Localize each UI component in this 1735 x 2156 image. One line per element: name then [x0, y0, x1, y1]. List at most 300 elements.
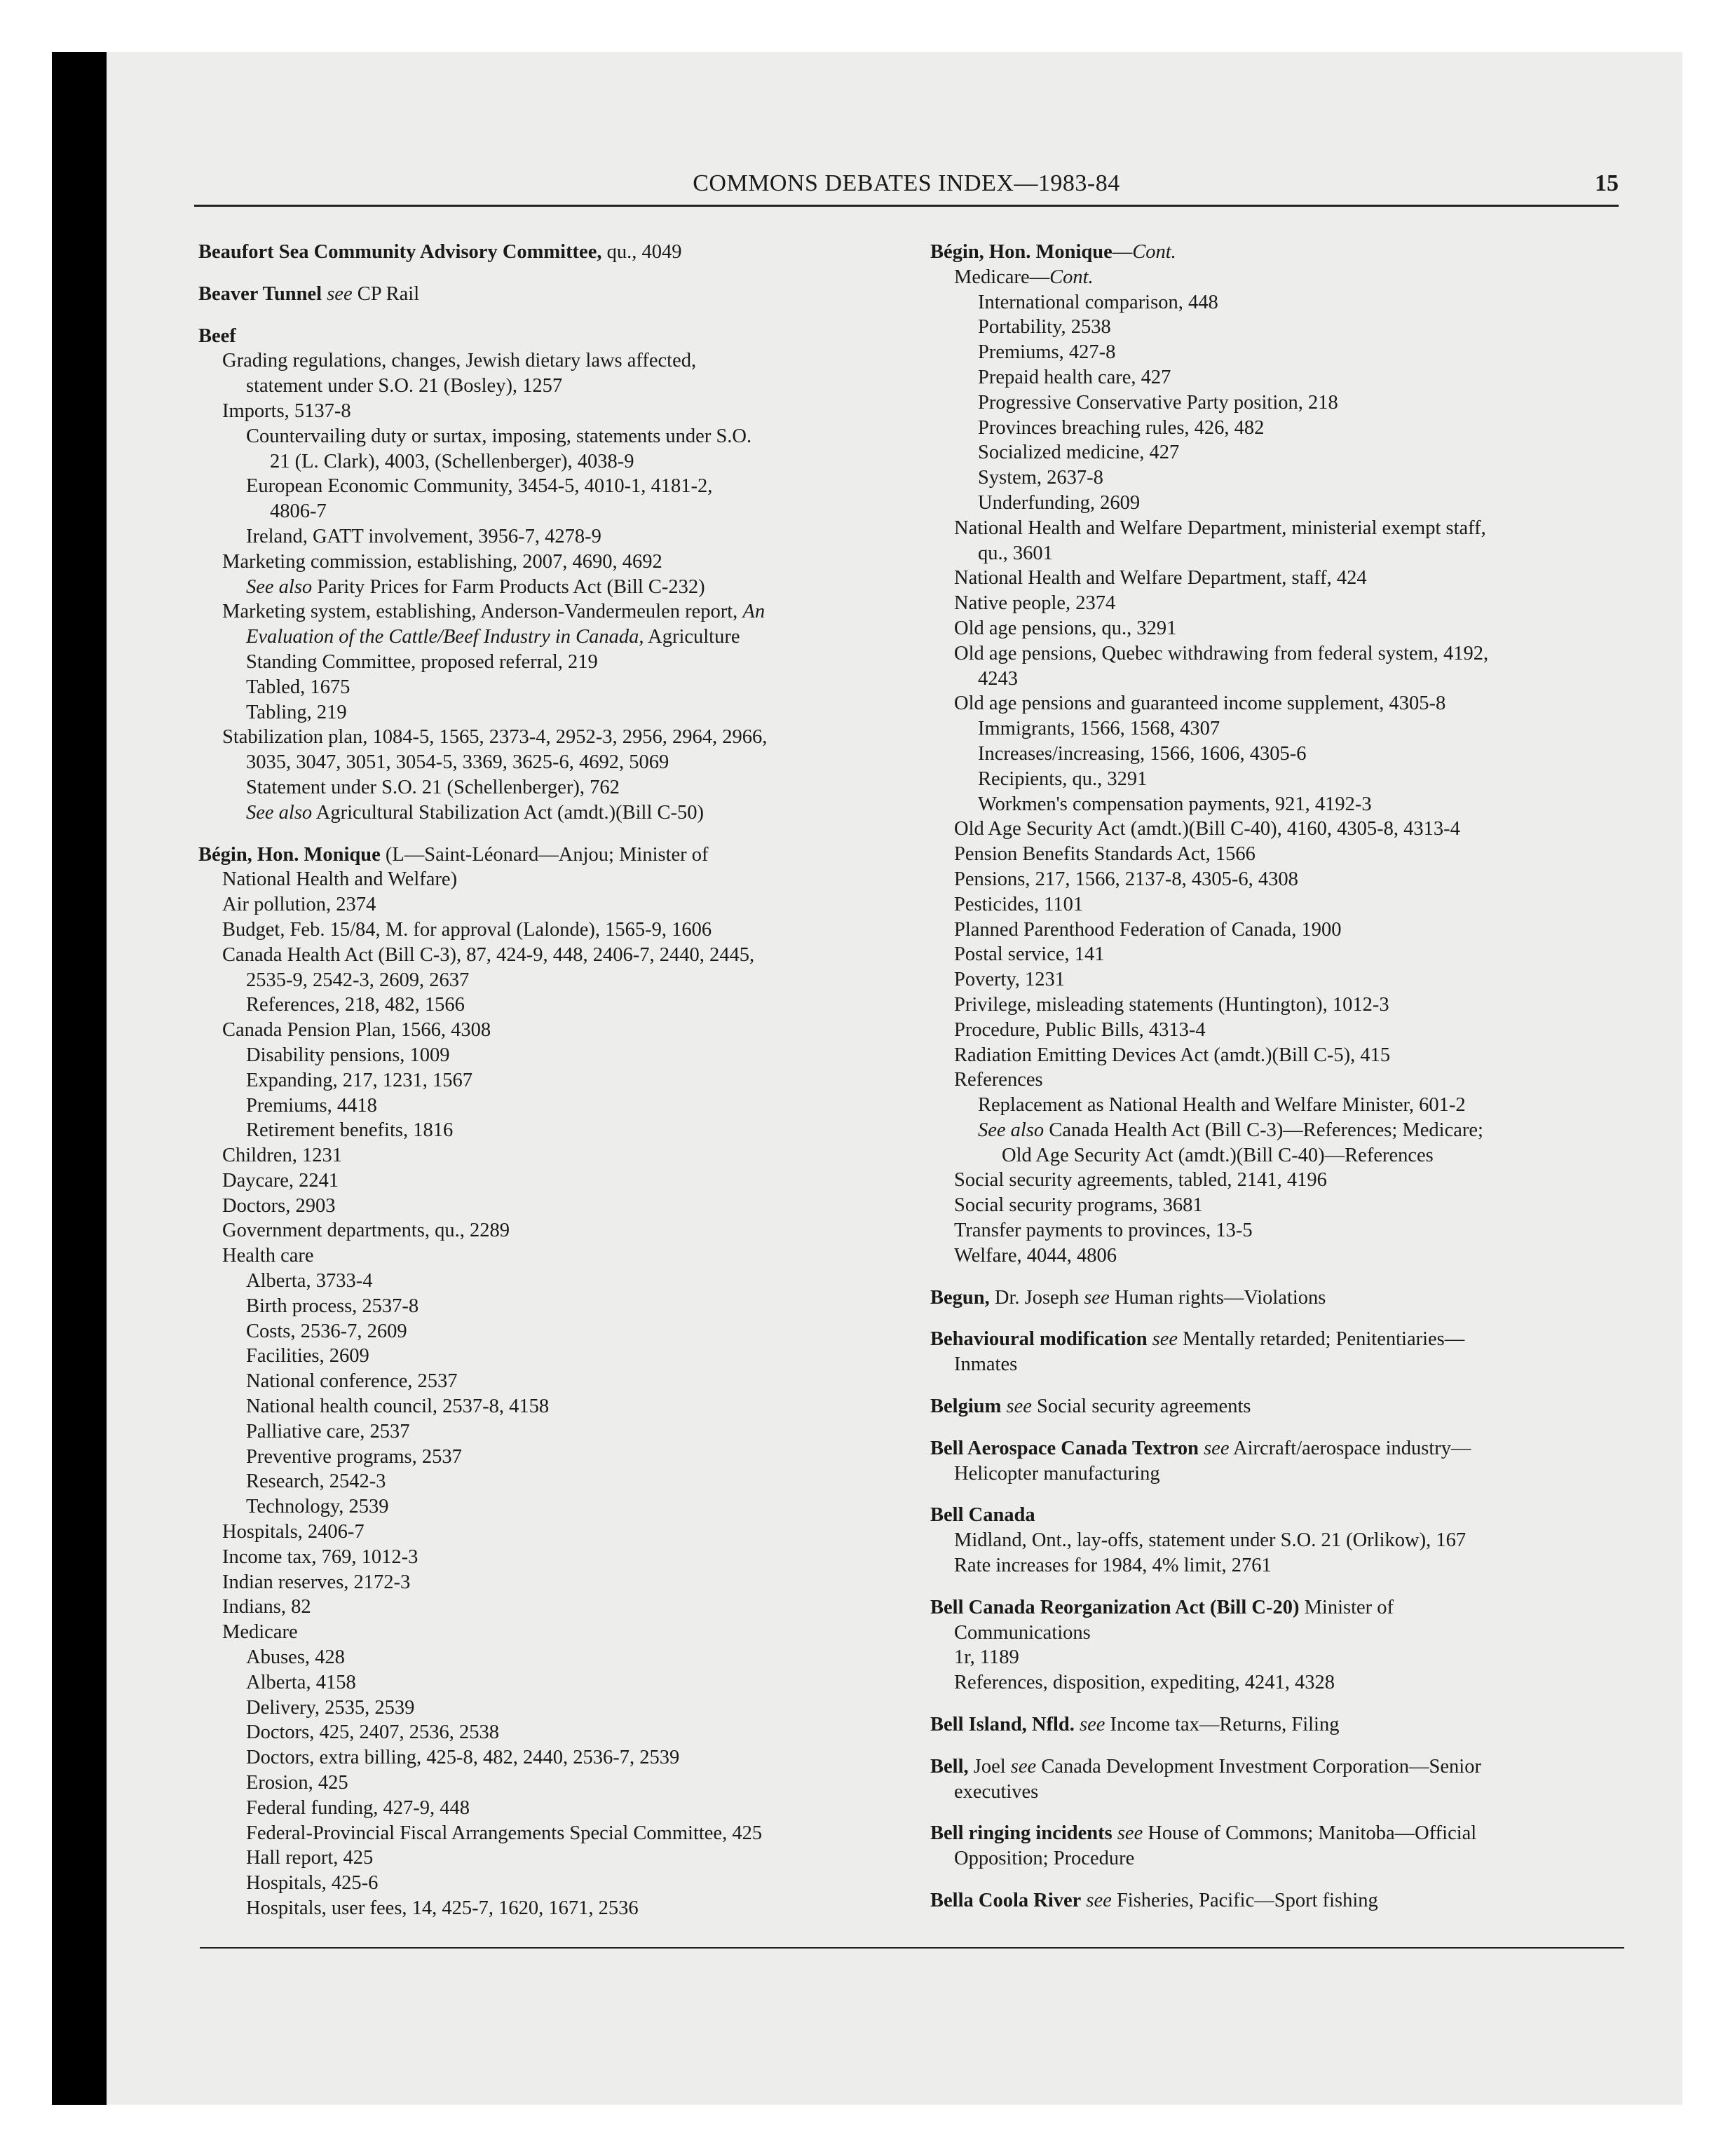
entry-text: Alberta, 3733-4: [246, 1270, 373, 1292]
index-subentry-line: [930, 1093, 1631, 1118]
entry-text: Aircraft/aerospace industry—: [1229, 1437, 1471, 1459]
entry-heading: Behavioural modification: [930, 1328, 1148, 1351]
index-entry: [930, 1285, 1631, 1311]
entry-text: Preventive programs, 2537: [246, 1445, 462, 1468]
entry-text: Old age pensions, qu., 3291: [954, 617, 1177, 639]
entry-text: Poverty, 1231: [954, 969, 1066, 991]
entry-text: Hospitals, 425-6: [246, 1872, 379, 1895]
index-subentry-line: [930, 465, 1631, 491]
index-subentry-line: [198, 524, 913, 550]
index-entry: [930, 1327, 1631, 1377]
entry-text: Progressive Conservative Party position, 218: [978, 391, 1338, 414]
index-subentry-line: [930, 440, 1631, 465]
entry-heading: Bell Canada: [930, 1504, 1035, 1527]
page-number: 15: [1595, 170, 1619, 196]
index-heading-line: [930, 1503, 1631, 1528]
entry-text: Erosion, 425: [246, 1772, 348, 1794]
index-subentry-line: [198, 800, 913, 826]
entry-italic-text: See also: [246, 575, 313, 598]
index-subentry-line: [930, 867, 1631, 892]
index-subentry-line: [930, 541, 1631, 566]
entry-text: Alberta, 4158: [246, 1671, 356, 1693]
entry-italic-text: Cont.: [1132, 241, 1176, 263]
index-subentry-line: [930, 1846, 1631, 1871]
index-subentry-line: [198, 625, 913, 650]
entry-italic-text: See also: [246, 801, 313, 824]
index-subentry-line: [198, 867, 913, 892]
index-subentry-line: [198, 1093, 913, 1119]
index-subentry-line: [930, 1461, 1631, 1487]
entry-text: Human rights—Violations: [1109, 1286, 1326, 1309]
entry-text: 4806-7: [270, 500, 327, 523]
entry-text: Marketing system, establishing, Anderson-Vandermeulen report,: [222, 601, 743, 623]
entry-text: statement under S.O. 21 (Bosley), 1257: [246, 375, 563, 397]
entry-text: Disability pensions, 1009: [246, 1044, 450, 1066]
entry-text: National health council, 2537-8, 4158: [246, 1396, 550, 1418]
index-subentry-line: [930, 1118, 1631, 1143]
entry-italic-text: see: [1204, 1437, 1230, 1459]
entry-heading: Belgium: [930, 1396, 1002, 1418]
index-subentry-line: [930, 967, 1631, 992]
entry-text: Midland, Ont., lay-offs, statement under S.O. 21 (Orlikow), 167: [954, 1529, 1467, 1552]
entry-text: Privilege, misleading statements (Huntington), 1012-3: [954, 993, 1389, 1016]
index-subentry-line: [930, 1645, 1631, 1670]
entry-text: Tabled, 1675: [246, 676, 351, 698]
entry-text: Indians, 82: [222, 1596, 311, 1618]
entry-text: executives: [954, 1780, 1039, 1803]
entry-italic-text: See also: [978, 1119, 1045, 1141]
index-subentry-line: [930, 416, 1631, 441]
index-entry: [198, 842, 913, 1921]
entry-text: Increases/increasing, 1566, 1606, 4305-6: [978, 742, 1307, 765]
entry-italic-text: see: [1006, 1396, 1032, 1418]
entry-italic-text: Evaluation of the Cattle/Beef Industry in Canada,: [246, 626, 644, 648]
entry-text: Expanding, 217, 1231, 1567: [246, 1069, 472, 1091]
index-subentry-line: [930, 1218, 1631, 1243]
entry-text: Dr. Joseph: [989, 1286, 1084, 1309]
index-subentry-line: [198, 725, 913, 750]
index-subentry-line: [198, 1796, 913, 1821]
index-subentry-line: [198, 424, 913, 449]
index-subentry-line: [930, 667, 1631, 692]
entry-heading: Beaufort Sea Community Advisory Committee,: [198, 241, 602, 263]
entry-text: National conference, 2537: [246, 1370, 458, 1393]
entry-text: Medicare—: [954, 266, 1050, 288]
entry-text: Federal-Provincial Fiscal Arrangements Special Committee, 425: [246, 1822, 763, 1844]
index-subentry-line: [198, 1018, 913, 1043]
index-subentry-line: [930, 290, 1631, 315]
entry-text: Doctors, 2903: [222, 1194, 336, 1217]
entry-text: Social security agreements, tabled, 2141, 4196: [954, 1169, 1327, 1192]
index-heading-line: [930, 1285, 1631, 1311]
entry-italic-text: An: [742, 601, 766, 623]
entry-italic-text: see: [1084, 1286, 1110, 1309]
entry-text: Children, 1231: [222, 1145, 342, 1167]
index-subentry-line: [198, 943, 913, 968]
entry-text: Radiation Emitting Devices Act (amdt.)(Bill C-5), 415: [954, 1044, 1391, 1066]
index-subentry-line: [930, 616, 1631, 641]
index-subentry-line: [198, 1620, 913, 1645]
index-subentry-line: [198, 650, 913, 675]
index-subentry-line: [198, 550, 913, 575]
index-subentry-line: [198, 474, 913, 499]
page-title: COMMONS DEBATES INDEX—1983-84: [693, 170, 1120, 196]
entry-text: House of Commons; Manitoba—Official: [1143, 1822, 1477, 1845]
index-subentry-line: [930, 716, 1631, 742]
entry-text: Facilities, 2609: [246, 1345, 369, 1367]
entry-heading: Bell Island, Nfld.: [930, 1714, 1075, 1736]
index-subentry-line: [198, 775, 913, 800]
entry-italic-text: see: [1152, 1328, 1178, 1351]
index-subentry-line: [198, 1168, 913, 1194]
entry-text: Joel: [968, 1755, 1011, 1778]
index-subentry-line: [198, 1118, 913, 1143]
entry-text: Postal service, 141: [954, 943, 1105, 966]
entry-text: International comparison, 448: [978, 291, 1218, 313]
entry-text: Helicopter manufacturing: [954, 1462, 1160, 1485]
index-entry: [930, 1503, 1631, 1578]
index-subentry-line: [930, 1670, 1631, 1696]
index-subentry-line: [930, 566, 1631, 591]
entry-text: Native people, 2374: [954, 592, 1116, 615]
index-subentry-line: [930, 1043, 1631, 1068]
entry-text: 1r, 1189: [954, 1646, 1019, 1669]
entry-heading: Beef: [198, 325, 236, 347]
index-subentry-line: [930, 1168, 1631, 1193]
index-subentry-line: [198, 374, 913, 399]
index-subentry-line: [198, 575, 913, 600]
index-heading-line: [930, 1712, 1631, 1738]
index-subentry-line: [930, 817, 1631, 842]
entry-text: Statement under S.O. 21 (Schellenberger), 762: [246, 776, 620, 798]
entry-text: Socialized medicine, 427: [978, 442, 1180, 464]
index-column-left: [198, 240, 913, 1921]
entry-text: References, disposition, expediting, 4241, 4328: [954, 1672, 1335, 1694]
index-subentry-line: [930, 1621, 1631, 1646]
index-subentry-line: [198, 1469, 913, 1494]
entry-text: Canada Pension Plan, 1566, 4308: [222, 1019, 491, 1042]
index-subentry-line: [930, 842, 1631, 867]
index-subentry-line: [198, 1720, 913, 1745]
index-subentry-line: [198, 1595, 913, 1620]
entry-text: Recipients, qu., 3291: [978, 767, 1148, 790]
entry-text: Ireland, GATT involvement, 3956-7, 4278-9: [246, 525, 601, 547]
entry-italic-text: see: [1080, 1714, 1105, 1736]
entry-heading: Bell Canada Reorganization Act (Bill C-20): [930, 1596, 1300, 1618]
entry-text: Costs, 2536-7, 2609: [246, 1320, 407, 1342]
page-header: [194, 168, 1619, 207]
entry-text: Retirement benefits, 1816: [246, 1119, 454, 1142]
index-subentry-line: [198, 675, 913, 700]
entry-heading: Bell ringing incidents: [930, 1822, 1113, 1845]
index-subentry-line: [930, 365, 1631, 390]
entry-text: Technology, 2539: [246, 1496, 389, 1518]
index-subentry-line: [198, 1294, 913, 1319]
index-entry: [198, 240, 913, 265]
index-subentry-line: [930, 792, 1631, 817]
entry-text: Communications: [954, 1621, 1091, 1644]
index-subentry-line: [198, 1194, 913, 1219]
entry-text: System, 2637-8: [978, 467, 1103, 489]
index-subentry-line: [930, 992, 1631, 1018]
entry-text: Income tax—Returns, Filing: [1105, 1714, 1340, 1736]
index-heading-line: [930, 1394, 1631, 1419]
index-subentry-line: [930, 691, 1631, 716]
entry-text: Mentally retarded; Penitentiaries—: [1178, 1328, 1465, 1351]
entry-text: Grading regulations, changes, Jewish dietary laws affected,: [222, 350, 697, 372]
index-entry: [930, 1754, 1631, 1805]
index-subentry-line: [198, 1043, 913, 1068]
entry-text: Agriculture: [644, 626, 740, 648]
entry-text: 21 (L. Clark), 4003, (Schellenberger), 4038-9: [270, 450, 634, 472]
entry-text: Old Age Security Act (amdt.)(Bill C-40)—References: [1002, 1144, 1434, 1166]
entry-text: Replacement as National Health and Welfare Minister, 601-2: [978, 1094, 1466, 1117]
entry-text: Standing Committee, proposed referral, 219: [246, 650, 598, 673]
entry-text: Social security programs, 3681: [954, 1194, 1203, 1217]
entry-text: Planned Parenthood Federation of Canada, 1900: [954, 918, 1342, 941]
entry-text: Transfer payments to provinces, 13-5: [954, 1220, 1253, 1242]
index-subentry-line: [198, 1670, 913, 1696]
index-subentry-line: [930, 390, 1631, 416]
index-subentry-line: [930, 892, 1631, 917]
entry-text: Research, 2542-3: [246, 1471, 386, 1493]
index-subentry-line: [930, 1780, 1631, 1805]
entry-text: European Economic Community, 3454-5, 4010-1, 4181-2,: [246, 475, 713, 498]
index-heading-line: [930, 1821, 1631, 1846]
index-subentry-line: [930, 1193, 1631, 1218]
entry-text: Minister of: [1299, 1596, 1394, 1618]
entry-text: Social security agreements: [1031, 1396, 1251, 1418]
entry-text: Immigrants, 1566, 1568, 4307: [978, 718, 1220, 740]
index-entry: [930, 1436, 1631, 1487]
index-entry: [930, 1394, 1631, 1419]
entry-text: Health care: [222, 1245, 314, 1267]
index-subentry-line: [198, 599, 913, 625]
entry-text: [1113, 1822, 1117, 1844]
entry-text: qu., 3601: [978, 542, 1053, 564]
entry-text: Income tax, 769, 1012-3: [222, 1546, 419, 1568]
entry-text: Workmen's compensation payments, 921, 4192-3: [978, 793, 1372, 815]
entry-text: Doctors, extra billing, 425-8, 482, 2440, 2536-7, 2539: [246, 1747, 680, 1769]
entry-text: Underfunding, 2609: [978, 491, 1141, 514]
index-subentry-line: [198, 1344, 913, 1369]
entry-text: Canada Health Act (Bill C-3), 87, 424-9, 448, 2406-7, 2440, 2445,: [222, 943, 755, 966]
entry-text: qu., 4049: [601, 241, 682, 263]
index-subentry-line: [930, 1018, 1631, 1043]
entry-italic-text: see: [1117, 1822, 1143, 1845]
index-subentry-line: [930, 1143, 1631, 1168]
index-entry: [930, 1595, 1631, 1696]
index-subentry-line: [930, 1553, 1631, 1578]
entry-heading: Bell Aerospace Canada Textron: [930, 1437, 1199, 1459]
entry-text: Old Age Security Act (amdt.)(Bill C-40), 4160, 4305-8, 4313-4: [954, 818, 1460, 840]
index-subentry-line: [930, 641, 1631, 667]
entry-text: Abuses, 428: [246, 1646, 345, 1669]
entry-text: Inmates: [954, 1353, 1018, 1376]
entry-text: Delivery, 2535, 2539: [246, 1696, 415, 1719]
entry-text: National Health and Welfare Department, ministerial exempt staff,: [954, 517, 1486, 539]
index-subentry-line: [930, 917, 1631, 943]
entry-text: Marketing commission, establishing, 2007, 4690, 4692: [222, 550, 662, 573]
entry-italic-text: see: [1010, 1755, 1037, 1778]
index-heading-line: [930, 240, 1631, 265]
index-subentry-line: [930, 315, 1631, 340]
index-subentry-line: [930, 767, 1631, 792]
entry-text: Indian reserves, 2172-3: [222, 1571, 411, 1593]
index-subentry-line: [198, 1445, 913, 1470]
entry-text: Imports, 5137-8: [222, 400, 351, 422]
index-subentry-line: [198, 1394, 913, 1419]
entry-text: Tabling, 219: [246, 701, 347, 723]
index-subentry-line: [198, 1871, 913, 1896]
entry-text: Agricultural Stabilization Act (amdt.)(Bill C-50): [312, 801, 704, 824]
entry-text: Canada Development Investment Corporation—Senior: [1036, 1755, 1481, 1778]
entry-text: Pensions, 217, 1566, 2137-8, 4305-6, 4308: [954, 868, 1298, 890]
entry-italic-text: see: [1086, 1890, 1112, 1912]
index-subentry-line: [198, 1645, 913, 1670]
entry-text: Old age pensions and guaranteed income supplement, 4305-8: [954, 692, 1446, 715]
index-subentry-line: [198, 1520, 913, 1545]
entry-text: [1199, 1438, 1204, 1459]
entry-text: Hospitals, 2406-7: [222, 1521, 365, 1543]
entry-heading: Bella Coola River: [930, 1890, 1082, 1912]
index-heading-line: [198, 240, 913, 265]
entry-text: Hall report, 425: [246, 1847, 374, 1869]
entry-text: 2535-9, 2542-3, 2609, 2637: [246, 969, 470, 991]
index-heading-line: [198, 324, 913, 349]
index-subentry-line: [198, 449, 913, 475]
entry-text: References, 218, 482, 1566: [246, 994, 465, 1016]
index-subentry-line: [198, 992, 913, 1018]
scan-binding-edge: [52, 52, 107, 2105]
entry-heading: Beaver Tunnel: [198, 282, 322, 305]
index-subentry-line: [930, 516, 1631, 541]
entry-heading: Begun,: [930, 1286, 990, 1309]
index-heading-line: [930, 1888, 1631, 1913]
index-subentry-line: [198, 1143, 913, 1168]
index-entry: [198, 324, 913, 826]
index-subentry-line: [198, 1745, 913, 1770]
index-subentry-line: [198, 1494, 913, 1520]
entry-text: 3035, 3047, 3051, 3054-5, 3369, 3625-6, 4692, 5069: [246, 751, 669, 774]
entry-text: 4243: [978, 667, 1018, 690]
entry-text: Birth process, 2537-8: [246, 1295, 419, 1317]
entry-text: Parity Prices for Farm Products Act (Bill C-232): [312, 575, 705, 598]
entry-text: Fisheries, Pacific—Sport fishing: [1111, 1890, 1378, 1912]
index-subentry-line: [198, 1319, 913, 1344]
index-subentry-line: [198, 1845, 913, 1871]
index-subentry-line: [198, 1821, 913, 1846]
entry-italic-text: Cont.: [1049, 266, 1094, 288]
index-subentry-line: [930, 265, 1631, 290]
index-heading-line: [930, 1754, 1631, 1780]
index-subentry-line: [198, 399, 913, 424]
entry-text: Countervailing duty or surtax, imposing, statements under S.O.: [246, 425, 752, 447]
index-subentry-line: [930, 1352, 1631, 1377]
entry-text: Portability, 2538: [978, 316, 1111, 339]
entry-italic-text: see: [327, 282, 353, 305]
entry-text: Old age pensions, Quebec withdrawing from federal system, 4192,: [954, 642, 1489, 664]
index-entry: [930, 240, 1631, 1269]
entry-text: Stabilization plan, 1084-5, 1565, 2373-4, 2952-3, 2956, 2964, 2966,: [222, 726, 768, 749]
index-subentry-line: [198, 1896, 913, 1921]
index-heading-line: [198, 842, 913, 868]
entry-text: Doctors, 425, 2407, 2536, 2538: [246, 1721, 499, 1744]
entry-text: Palliative care, 2537: [246, 1420, 410, 1442]
entry-text: Hospitals, user fees, 14, 425-7, 1620, 1671, 2536: [246, 1897, 639, 1919]
entry-text: Federal funding, 427-9, 448: [246, 1796, 470, 1819]
entry-text: Prepaid health care, 427: [978, 366, 1171, 388]
index-subentry-line: [198, 1243, 913, 1269]
index-subentry-line: [198, 499, 913, 524]
entry-heading: Bell,: [930, 1755, 969, 1778]
index-heading-line: [198, 282, 913, 307]
index-subentry-line: [198, 1218, 913, 1243]
index-subentry-line: [930, 1067, 1631, 1093]
index-column-right: [930, 240, 1631, 1913]
index-subentry-line: [198, 1369, 913, 1394]
index-subentry-line: [198, 1068, 913, 1093]
entry-text: National Health and Welfare Department, staff, 424: [954, 567, 1367, 589]
index-entry: [930, 1821, 1631, 1871]
index-heading-line: [930, 1595, 1631, 1621]
index-heading-line: [930, 1327, 1631, 1352]
index-subentry-line: [198, 917, 913, 943]
entry-text: Air pollution, 2374: [222, 894, 376, 916]
entry-text: Procedure, Public Bills, 4313-4: [954, 1018, 1206, 1041]
index-heading-line: [930, 1436, 1631, 1461]
entry-text: Pesticides, 1101: [954, 893, 1084, 915]
index-subentry-line: [198, 1770, 913, 1796]
entry-text: Rate increases for 1984, 4% limit, 2761: [954, 1555, 1272, 1577]
entry-text: Premiums, 4418: [246, 1094, 377, 1117]
index-subentry-line: [198, 1570, 913, 1595]
entry-heading: Bégin, Hon. Monique: [198, 843, 381, 866]
entry-text: Premiums, 427-8: [978, 341, 1116, 364]
index-subentry-line: [930, 340, 1631, 365]
entry-heading: Bégin, Hon. Monique: [930, 241, 1113, 263]
entry-text: (L—Saint-Léonard—Anjou; Minister of: [380, 843, 709, 866]
entry-text: Medicare: [222, 1621, 298, 1644]
index-subentry-line: [198, 1545, 913, 1570]
index-entry: [198, 282, 913, 307]
index-subentry-line: [198, 1419, 913, 1445]
entry-text: Welfare, 4044, 4806: [954, 1244, 1117, 1267]
index-subentry-line: [930, 491, 1631, 516]
entry-text: [1075, 1714, 1080, 1735]
index-subentry-line: [930, 1243, 1631, 1269]
index-subentry-line: [198, 892, 913, 917]
index-subentry-line: [198, 1696, 913, 1721]
index-subentry-line: [930, 591, 1631, 616]
index-subentry-line: [930, 742, 1631, 767]
index-subentry-line: [198, 348, 913, 374]
index-subentry-line: [198, 1269, 913, 1294]
entry-text: Budget, Feb. 15/84, M. for approval (Lalonde), 1565-9, 1606: [222, 918, 712, 941]
entry-text: Opposition; Procedure: [954, 1848, 1135, 1870]
footer-rule: [200, 1947, 1624, 1949]
entry-text: National Health and Welfare): [222, 868, 458, 891]
entry-text: Daycare, 2241: [222, 1169, 339, 1192]
index-subentry-line: [930, 1528, 1631, 1553]
index-subentry-line: [198, 700, 913, 725]
index-subentry-line: [198, 968, 913, 993]
index-entry: [930, 1712, 1631, 1738]
entry-text: [1148, 1328, 1152, 1350]
entry-text: Provinces breaching rules, 426, 482: [978, 416, 1265, 439]
index-entry: [930, 1888, 1631, 1913]
entry-text: —: [1112, 241, 1133, 263]
